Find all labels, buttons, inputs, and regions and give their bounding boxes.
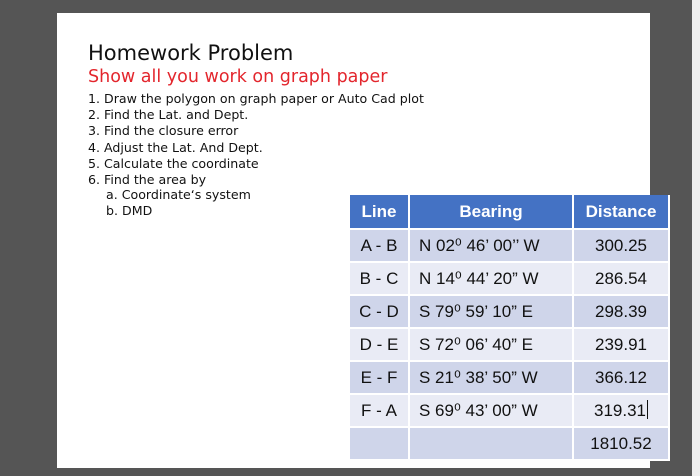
- cell-line[interactable]: D - E: [350, 328, 409, 361]
- cell-distance-editing[interactable]: [573, 394, 669, 427]
- sub-step-item: a. Coordinate‘s system: [106, 187, 251, 202]
- cell-total-line[interactable]: [350, 427, 409, 460]
- steps-list: [88, 91, 424, 188]
- traverse-table[interactable]: [350, 195, 670, 461]
- cell-line[interactable]: F - A: [350, 394, 409, 427]
- sub-step-item: b. DMD: [106, 203, 153, 218]
- cell-bearing[interactable]: N 14⁰ 44’ 20” W: [409, 262, 573, 295]
- slide-canvas: [57, 13, 657, 468]
- cell-bearing[interactable]: S 21⁰ 38’ 50” W: [409, 361, 573, 394]
- table-row: [350, 262, 669, 295]
- step-item: 4. Adjust the Lat. And Dept.: [88, 139, 263, 155]
- table-row: [350, 361, 669, 394]
- table-row: [350, 394, 669, 427]
- header-distance[interactable]: Distance: [573, 195, 669, 229]
- header-bearing[interactable]: Bearing: [409, 195, 573, 229]
- step-item: 6. Find the area by: [88, 172, 207, 188]
- window-edge: [692, 0, 700, 476]
- step-item: 2. Find the Lat. and Dept.: [88, 107, 249, 123]
- header-line[interactable]: Line: [350, 195, 409, 229]
- text-cursor: [647, 400, 648, 419]
- cell-total-distance[interactable]: 1810.52: [573, 427, 669, 460]
- cell-distance[interactable]: 366.12: [573, 361, 669, 394]
- cell-bearing[interactable]: N 02⁰ 46’ 00’’ W: [409, 229, 573, 262]
- table-row: [350, 295, 669, 328]
- slide-title: Homework Problem: [88, 41, 294, 65]
- cell-line[interactable]: C - D: [350, 295, 409, 328]
- cell-line[interactable]: B - C: [350, 262, 409, 295]
- cell-distance[interactable]: 239.91: [573, 328, 669, 361]
- cell-bearing[interactable]: S 72⁰ 06’ 40” E: [409, 328, 573, 361]
- cell-distance[interactable]: 300.25: [573, 229, 669, 262]
- sub-steps-list: [106, 187, 251, 219]
- step-item: 1. Draw the polygon on graph paper or Auto Cad plot: [88, 91, 424, 106]
- slide-subtitle: Show all you work on graph paper: [88, 67, 388, 87]
- cell-bearing[interactable]: S 79⁰ 59’ 10” E: [409, 295, 573, 328]
- table-row: [350, 328, 669, 361]
- cell-distance[interactable]: 286.54: [573, 262, 669, 295]
- step-item: 3. Find the closure error: [88, 123, 239, 139]
- cell-total-bearing[interactable]: [409, 427, 573, 460]
- cell-line[interactable]: A - B: [350, 229, 409, 262]
- table-row: [350, 229, 669, 262]
- table-header-row: [350, 195, 669, 229]
- cell-distance[interactable]: 298.39: [573, 295, 669, 328]
- table-total-row: [350, 427, 669, 460]
- cell-line[interactable]: E - F: [350, 361, 409, 394]
- cell-distance-text: 319.31: [594, 401, 646, 420]
- cell-bearing[interactable]: S 69⁰ 43’ 00” W: [409, 394, 573, 427]
- step-item: 5. Calculate the coordinate: [88, 155, 259, 171]
